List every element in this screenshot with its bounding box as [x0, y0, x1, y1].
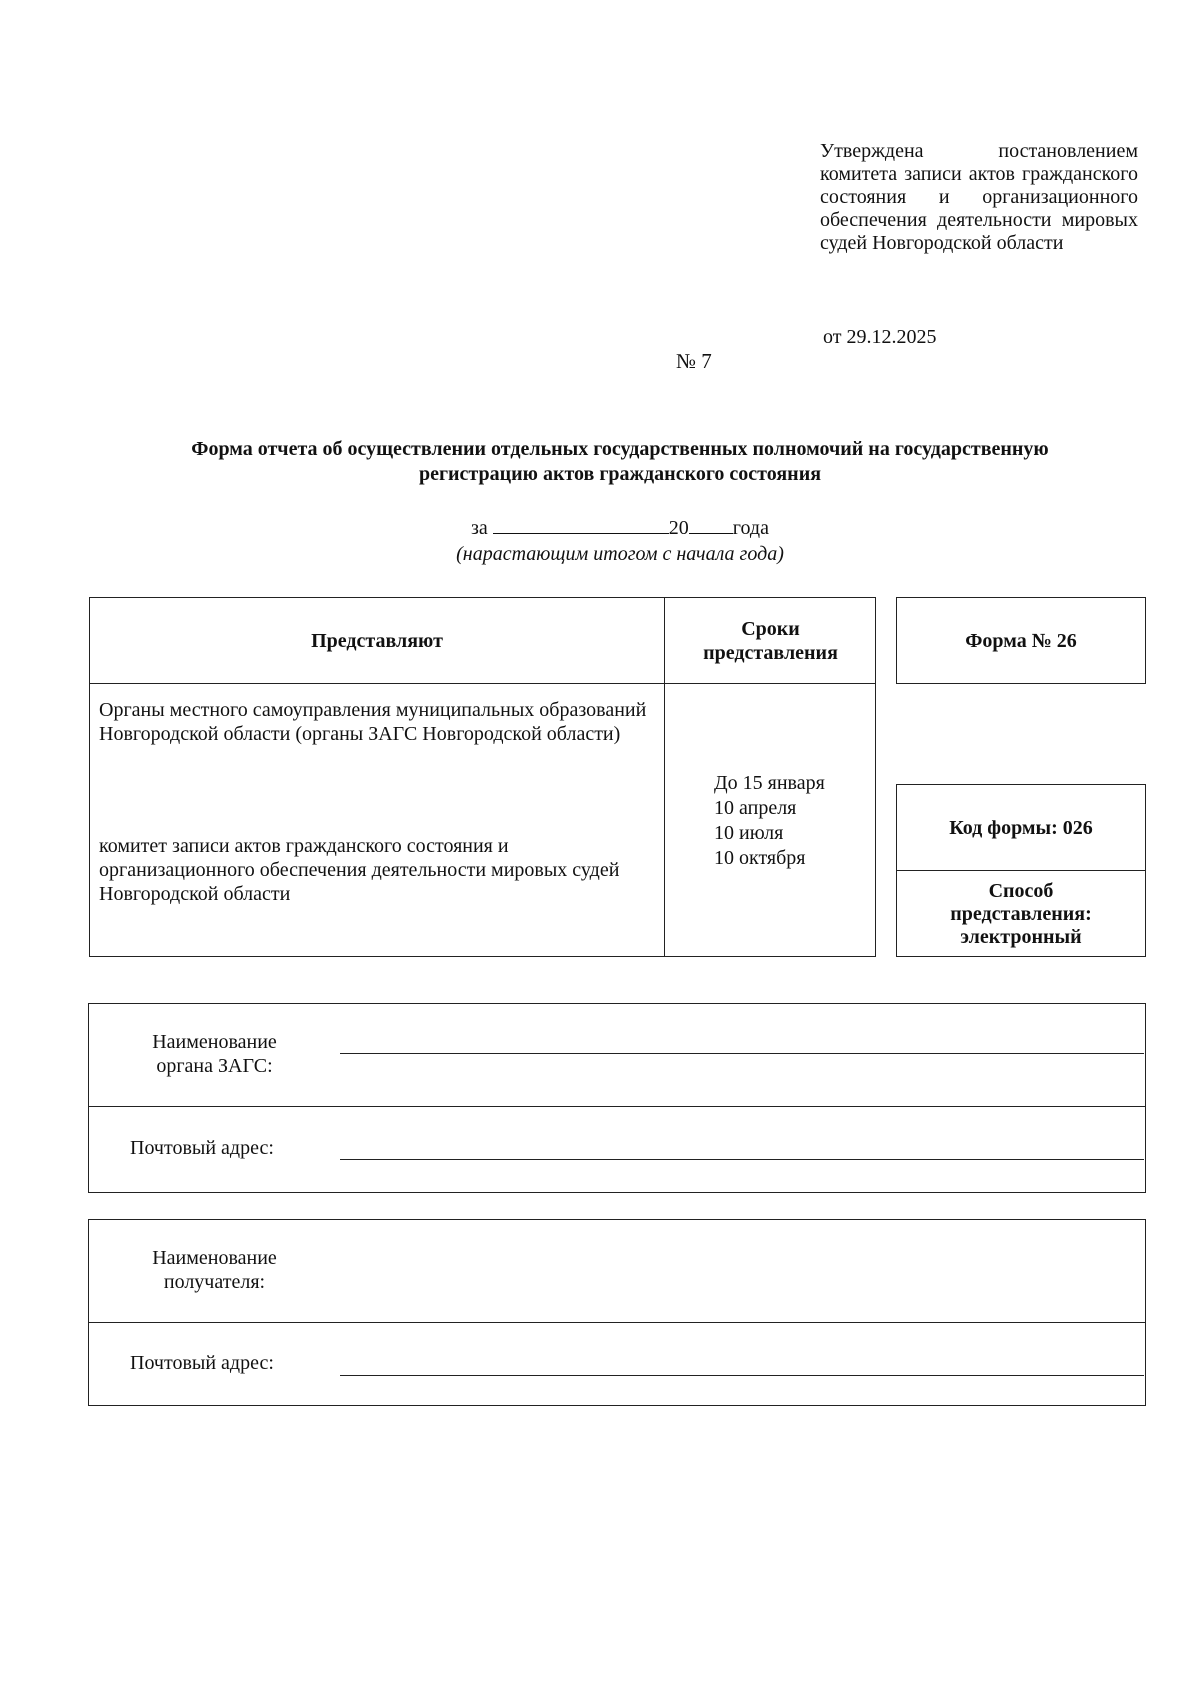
period-blank[interactable] [493, 515, 669, 534]
recipient-name-label: Наименование получателя: [152, 1247, 277, 1293]
submission-method-label: Способ представления: [950, 880, 1092, 925]
deadline-3: 10 июля [714, 822, 784, 844]
period-note: (нарастающим итогом с начала года) [456, 543, 784, 565]
header-deadlines: Сроки представления [703, 617, 838, 664]
submission-method-value: электронный [960, 926, 1082, 948]
recipient-address-label: Почтовый адрес: [130, 1352, 274, 1374]
zags-address-label: Почтовый адрес: [130, 1137, 274, 1159]
zags-info-divider [88, 1106, 1146, 1107]
form-title-line-1: Форма отчета об осуществлении отдельных государственных полномочий на государственную [191, 438, 1049, 460]
deadlines-list [714, 771, 874, 871]
deadline-2: 10 апреля [714, 797, 797, 819]
reporting-period [0, 515, 1200, 540]
form-number-box: Форма № 26 [896, 597, 1146, 684]
submitter-local-authorities: Органы местного самоуправления муниципальных образований Новгородской области (органы ЗАГС Новгородской области) [99, 699, 647, 745]
period-prefix: за [471, 517, 488, 539]
deadline-1: До 15 января [714, 772, 825, 794]
form-code: Код формы: 026 [949, 816, 1093, 839]
recipient-address-field[interactable] [340, 1375, 1144, 1376]
recipient-info-divider [88, 1322, 1146, 1323]
document-number: № 7 [676, 349, 712, 373]
submitter-committee: комитет записи актов гражданского состояния и организационного обеспечения деятельности мировых судей Новгородской области [99, 835, 620, 905]
zags-name-field[interactable] [340, 1053, 1144, 1054]
year-blank[interactable] [689, 515, 733, 534]
deadline-4: 10 октября [714, 847, 806, 869]
submission-method [896, 872, 1146, 957]
header-submitters: Представляют [311, 629, 443, 652]
form-title [90, 437, 1150, 487]
period-year-prefix: 20 [668, 517, 689, 539]
approval-date: от 29.12.2025 [823, 326, 937, 348]
form-title-line-2: регистрацию актов гражданского состояния [418, 463, 822, 485]
zags-name-label: Наименование органа ЗАГС: [152, 1031, 277, 1077]
period-suffix: года [732, 517, 769, 539]
approval-statement: Утверждена постановлением комитета записи актов гражданского состояния и организационного обеспечения деятельности мировых судей Новгородской области [820, 140, 1138, 254]
zags-address-field[interactable] [340, 1159, 1144, 1160]
